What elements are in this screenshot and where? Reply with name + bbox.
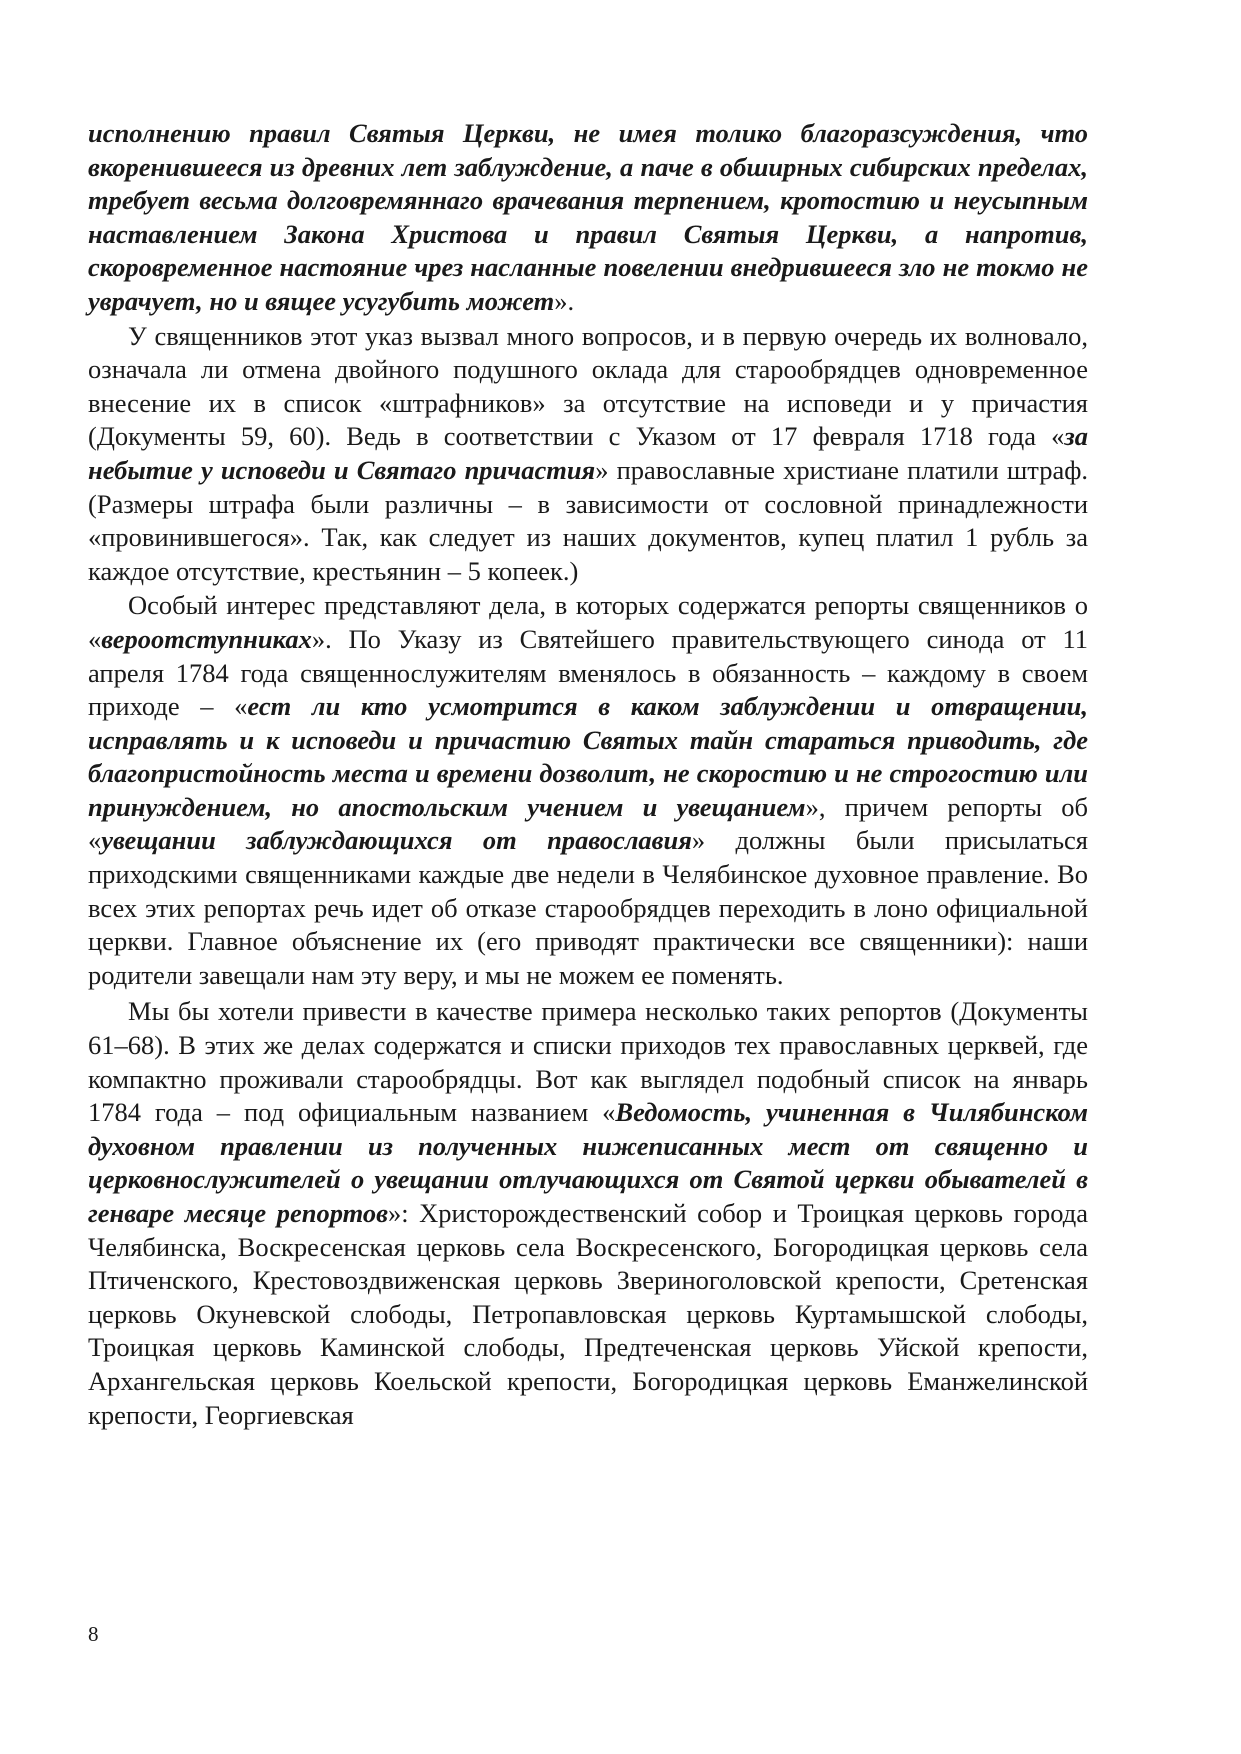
text-run: » православные христиане платили штраф. (Размеры штрафа были различны – в зависимости от сословной принадлежности «провинившегося». Так, как следует из наших документов, купец платил 1 рубль за каждое отсутствие, крестьянин – 5 копеек.) — [88, 454, 1089, 586]
text-run: »: Христорождественский собор и Троицкая церковь города Челябинска, Воскресенская церковь села Воскресенского, Богородицкая церковь села Птиченского, Крестовоздвиженская церковь Звериноголовской крепости, Сретенская церковь Окуневской слободы, Петропавловская церковь Куртамышской слободы, Троицкая церковь Каминской слободы, Предтеченская церковь Уйской крепости, Архангельская церковь Коельской крепости, Богородицкая церковь Еманжелинской крепости, Георгиевская — [88, 1198, 1088, 1430]
text-run: ». — [554, 285, 575, 316]
paragraph-4 — [88, 995, 1088, 1432]
quote-bold-italic: вероотступниках — [101, 623, 312, 654]
text-run: », причем репорты об « — [88, 791, 1089, 856]
quote-bold-italic: увещании заблуждающихся от православия — [101, 825, 692, 856]
quote-bold-italic: ест ли кто усмотрится в каком заблуждении и отвращении, исправлять и к исповеди и причастию Святых тайн стараться приводить, где благопристойность места и времени дозволит, не скоростию и не строгостию или принуждением, но апостольским учением и увещанием — [88, 691, 1089, 822]
text-run: » должны были присылаться приходскими священниками каждые две недели в Челябинское духовное правление. Во всех этих репортах речь идет об отказе старообрядцев переходить в лоно официальной церкви. Главное объяснение их (его приводят практически все священники): наши родители завещали нам эту веру, и мы не можем ее поменять. — [88, 825, 1088, 990]
paragraph-2 — [88, 320, 1088, 589]
paragraph-1 — [88, 117, 1088, 319]
page-number: 8 — [88, 1622, 99, 1646]
text-run: У священников этот указ вызвал много вопросов, и в первую очередь их волновало, означала ли отмена двойного подушного оклада для старообрядцев одновременное внесение их в список «штрафников» за отсутствие на исповеди и у причастия (Документы 59, 60). Ведь в соответствии с Указом от 17 февраля 1718 года « — [88, 320, 1088, 452]
quote-bold-italic: Ведомость, учиненная в Чилябинском духовном правлении из полученных нижеписанных мест от священно и церковнослужителей о увещании отлучающихся от Святой церкви обывателей в генваре месяце репортов — [88, 1097, 1088, 1228]
paragraph-3 — [88, 589, 1088, 992]
body-text — [88, 117, 1088, 1432]
text-run: Мы бы хотели привести в качестве примера несколько таких репортов (Документы 61–68). В этих же делах содержатся и списки приходов тех православных церквей, где компактно проживали старообрядцы. Вот как выглядел подобный список на январь 1784 года – под официальным названием « — [88, 996, 1088, 1128]
quote-bold-italic: за небытие у исповеди и Святаго причастия — [88, 421, 1088, 485]
quote-bold-italic: исполнению правил Святыя Церкви, не имея толико благоразсуждения, что вкоренившееся из древних лет заблуждение, а паче в обширных сибирских пределах, требует весьма долговремяннаго врачевания терпением, кротостию и неусыпным наставлением Закона Христова и правил Святыя Церкви, а напротив, скоровременное настояние чрез насланные повелении внедрившееся зло не токмо не уврачует, но и вящее усугубить может — [88, 118, 1088, 316]
text-run: ». По Указу из Святейшего правительствующего синода от 11 апреля 1784 года священнослужителям вменялось в обязанность – каждому в своем приходе – « — [88, 623, 1088, 722]
text-run: Особый интерес представляют дела, в которых содержатся репорты священников о « — [88, 590, 1088, 654]
